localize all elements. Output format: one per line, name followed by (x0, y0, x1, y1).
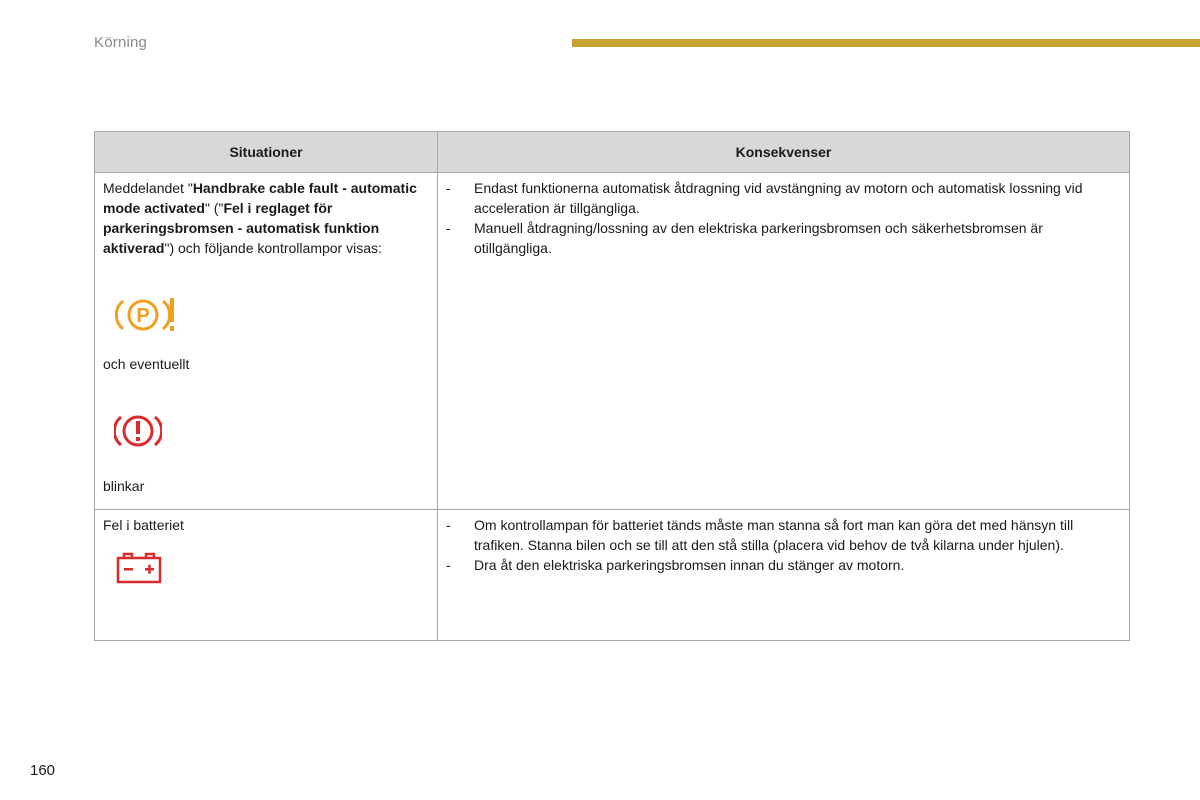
column-header-consequences: Konsekvenser (438, 132, 1130, 173)
consequences-cell (438, 510, 1130, 641)
table-row (95, 510, 1130, 641)
list-item: - Dra åt den elektriska parkeringsbromsen innan du stänger av motorn. (446, 555, 1121, 575)
section-title: Körning (94, 34, 148, 51)
consequences-list (446, 515, 1121, 575)
situation-between-text: och eventuellt (103, 356, 190, 372)
table-row (95, 173, 1130, 510)
situation-description (103, 178, 429, 258)
column-header-situations: Situationer (95, 132, 438, 173)
consequences-cell (438, 173, 1130, 510)
situation-message-swedish: Fel i reglaget för parkeringsbromsen - automatisk funktion aktiverad (103, 200, 380, 256)
situation-text-part: ") och följande kontrollampor visas: (164, 240, 382, 256)
situation-cell (95, 173, 438, 510)
list-item: - Endast funktionerna automatisk åtdragning vid avstängning av motorn och automatisk lossning vid acceleration är tillgängliga. (446, 178, 1121, 218)
table-header-row (95, 132, 1130, 173)
page-number: 160 (30, 762, 56, 779)
header-accent-bar (572, 39, 1200, 47)
list-item: - Om kontrollampan för batteriet tänds måste man stanna så fort man kan göra det med hänsyn till trafiken. Stanna bilen och se till att den stå stilla (placera vid behov de två kilarna under hjulen). (446, 515, 1121, 555)
list-item: - Manuell åtdragning/lossning av den elektriska parkeringsbromsen och säkerhetsbromsen är otillgängliga. (446, 218, 1121, 258)
situation-description: Fel i batteriet (103, 517, 184, 533)
situation-after-text: blinkar (103, 478, 145, 494)
situation-message-english: Handbrake cable fault - automatic mode activated (103, 180, 417, 216)
situation-text-part: " (" (204, 200, 224, 216)
battery-warning-icon (116, 551, 429, 585)
situation-cell (95, 510, 438, 641)
brake-warning-icon (114, 410, 429, 452)
situations-table (94, 131, 1130, 641)
situation-text-part: Meddelandet " (103, 180, 193, 196)
svg-text:P: P (136, 305, 150, 327)
parking-brake-warning-icon (115, 294, 429, 336)
consequences-list (446, 178, 1121, 258)
